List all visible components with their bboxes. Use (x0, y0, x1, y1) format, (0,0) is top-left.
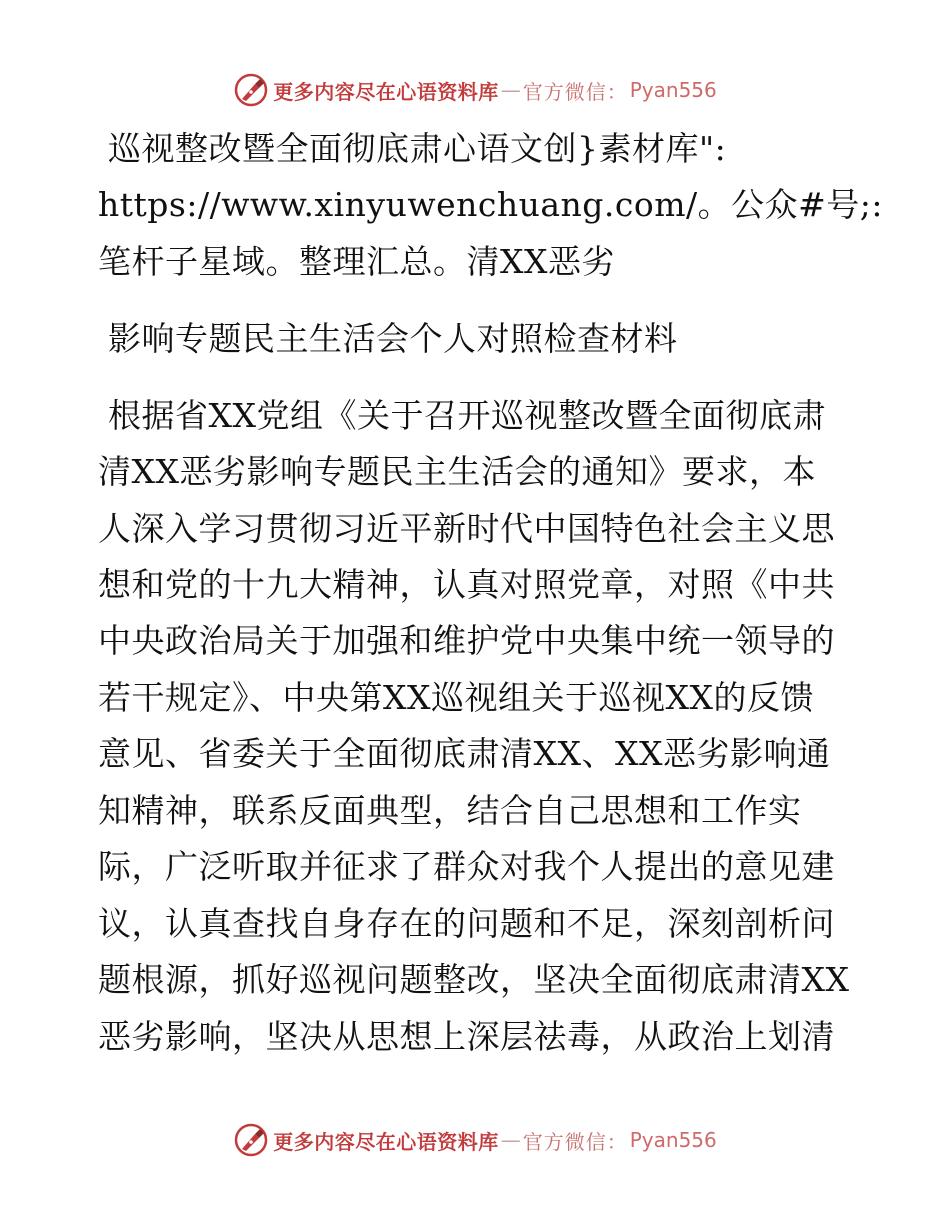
banner-separator: — (500, 78, 521, 102)
banner-brand: 更多内容尽在心语资料库 (273, 1129, 499, 1154)
text-line: 恶劣影响，坚决从思想上深层祛毒，从政治上划清 (98, 1017, 835, 1056)
banner-wechat-id: Pyan556 (629, 1128, 717, 1152)
text-line: 题根源，抓好巡视问题整改，坚决全面彻底肃清XX (98, 960, 850, 999)
text-line: 中央政治局关于加强和维护党中央集中统一领导的 (98, 621, 835, 660)
text-line: 想和党的十九大精神，认真对照党章，对照《中共 (98, 565, 835, 604)
text-line: 巡视整改暨全面彻底肃心语文创}素材库": (108, 129, 727, 168)
header-banner (0, 70, 950, 110)
footer-banner (0, 1120, 950, 1160)
banner-wechat-id: Pyan556 (629, 78, 717, 102)
banner-separator: — (500, 1128, 521, 1152)
banner-official-label: 官方微信： (522, 79, 628, 104)
text-line: 根据省XX党组《关于召开巡视整改暨全面彻底肃 (108, 396, 826, 435)
text-line: https://www.xinyuwenchuang.com/。公众#号;: (98, 185, 884, 224)
text-line: 际，广泛听取并征求了群众对我个人提出的意见建 (98, 847, 835, 886)
text-line: 清XX恶劣影响专题民主生活会的通知》要求，本 (98, 452, 816, 491)
text-line: 人深入学习贯彻习近平新时代中国特色社会主义思 (98, 509, 835, 548)
pen-nib-logo-icon (233, 72, 269, 108)
text-line: 若干规定》、中央第XX巡视组关于巡视XX的反馈 (98, 678, 814, 717)
text-line: 意见、省委关于全面彻底肃清XX、XX恶劣影响通 (98, 734, 831, 773)
text-line: 笔杆子星域。整理汇总。清XX恶劣 (98, 242, 615, 281)
document-title: 影响专题民主生活会个人对照检查材料 (108, 319, 678, 358)
text-line: 知精神，联系反面典型，结合自己思想和工作实 (98, 791, 802, 830)
text-line: 议，认真查找自身存在的问题和不足，深刻剖析问 (98, 904, 835, 943)
banner-official-label: 官方微信： (522, 1129, 628, 1154)
pen-nib-logo-icon (233, 1122, 269, 1158)
banner-brand: 更多内容尽在心语资料库 (273, 79, 499, 104)
